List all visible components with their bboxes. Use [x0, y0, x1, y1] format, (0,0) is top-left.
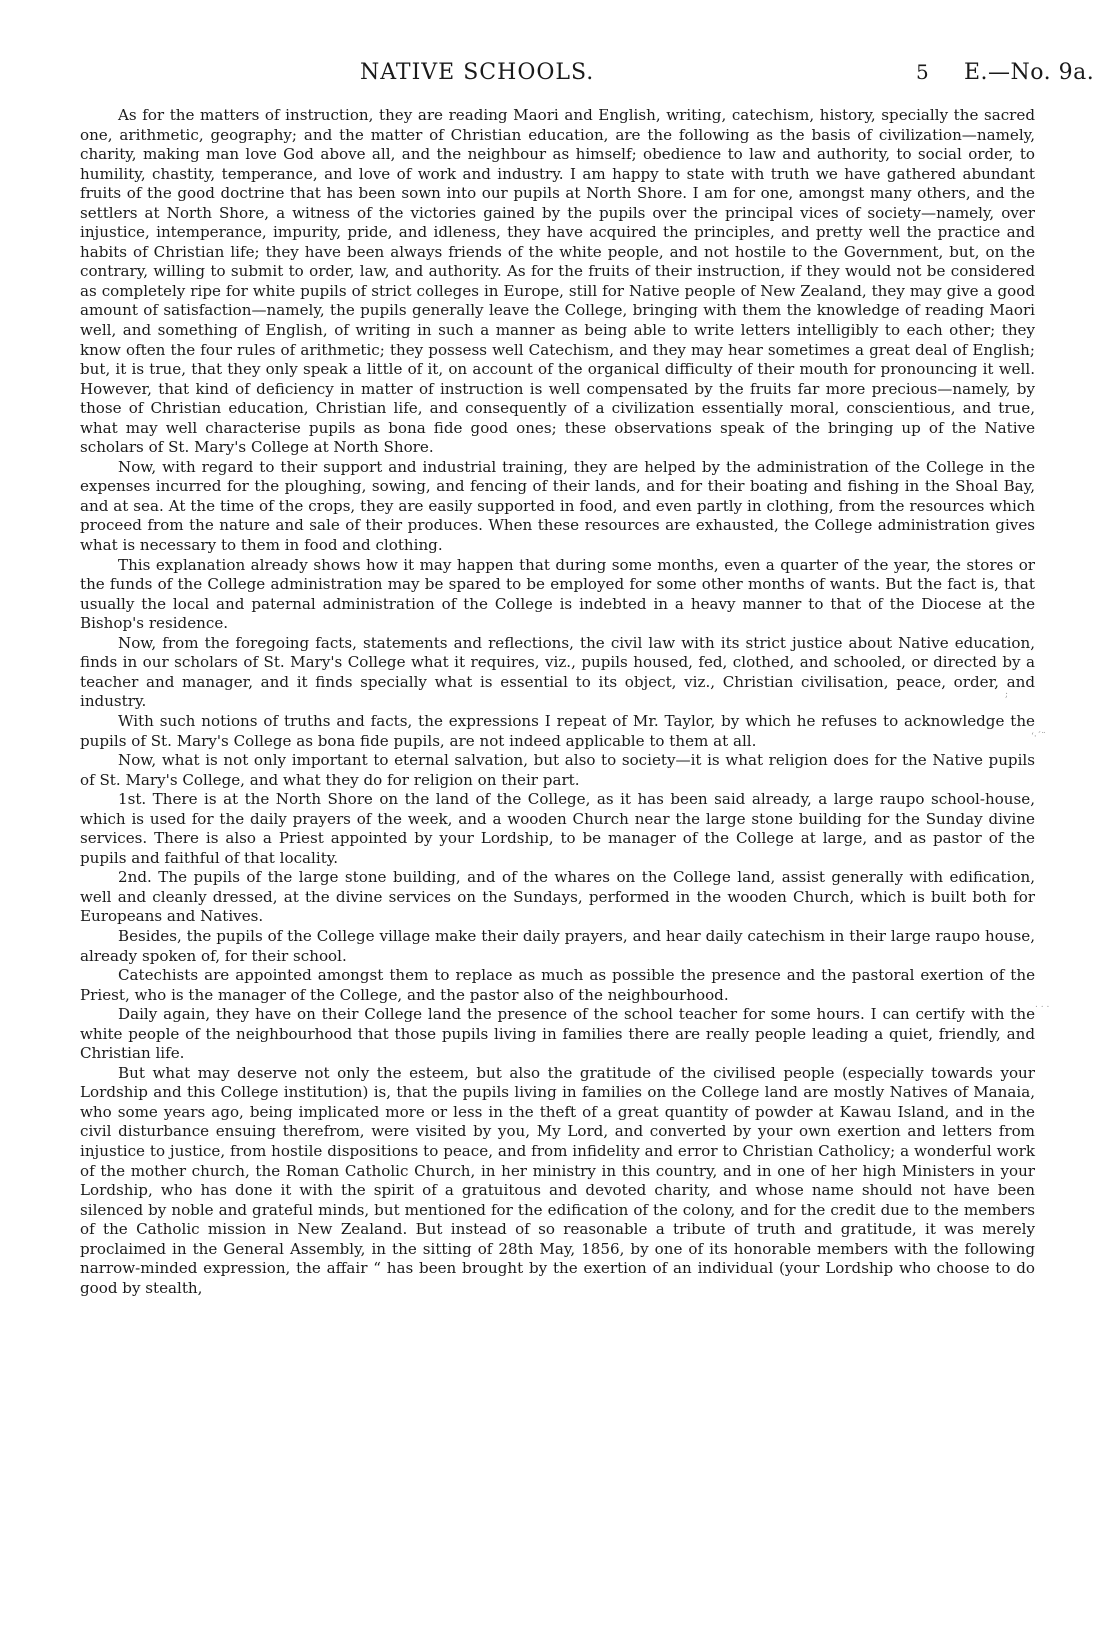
paragraph: Besides, the pupils of the College village make their daily prayers, and hear daily catechism in their large raupo house, already spoken of, for their school. [80, 926, 1035, 965]
page-header [0, 60, 1114, 90]
paragraph: Now, with regard to their support and industrial training, they are helped by the administration of the College in the expenses incurred for the ploughing, sowing, and fencing of their lands, and for their boating and fishing in the Shoal Bay, and at sea. At the time of the crops, they are easily supported in food, and even partly in clothing, from the resources which proceed from the nature and sale of their produces. When these resources are exhausted, the College administration gives what is necessary to them in food and clothing. [80, 457, 1035, 555]
paragraph: This explanation already shows how it may happen that during some months, even a quarter of the year, the stores or the funds of the College administration may be spared to be employed for some other months of wants. But the fact is, that usually the local and paternal administration of the College is indebted in a heavy manner to that of the Diocese at the Bishop's residence. [80, 555, 1035, 633]
paragraph: Now, what is not only important to eternal salvation, but also to society—it is what religion does for the Native pupils of St. Mary's College, and what they do for religion on their part. [80, 751, 1035, 789]
margin-mark: . . . [1035, 1000, 1050, 1010]
margin-mark: ; [1005, 690, 1009, 700]
paragraph: Daily again, they have on their College land the presence of the school teacher for some hours. I can certify with the white people of the neighbourhood that those pupils living in families there are really people leading a quiet, friendly, and Christian life. [80, 1005, 1035, 1063]
paragraph: 1st. There is at the North Shore on the land of the College, as it has been said already, a large raupo school-house, which is used for the daily prayers of the week, and a wooden Church near the large stone building for the Sunday divine services. There is also a Priest appointed by your Lordship, to be manager of the College at large, and as pastor of the pupils and faithful of that locality. [80, 790, 1035, 867]
paragraph: But what may deserve not only the esteem, but also the gratitude of the civilised people (especially towards your Lordship and this College institution) is, that the pupils living in families on the College land are mostly Natives of Manaia, who some years ago, being implicated more or less in the theft of a great quantity of powder at Kawau Island, and in the civil disturbance ensuing therefrom, were visited by you, My Lord, and converted by your own exertion and letters from injustice to justice, from hostile dispositions to peace, and from infidelity and error to Christian Catholicy; a wonderful work of the mother church, the Roman Catholic Church, in her ministry in this country, and in one of her high Ministers in your Lordship, who has done it with the spirit of a gratuitous and devoted charity, and whose name should not have been silenced by noble and grateful minds, but mentioned for the edification of the colony, and for the credit due to the members of the Catholic mission in New Zealand. But instead of so reasonable a tribute of truth and gratitude, it was merely proclaimed in the General Assembly, in the sitting of 28th May, 1856, by one of its honorable members with the following narrow-minded expression, the affair “ has been brought by the exertion of an individual (your Lordship who choose to do good by stealth, [80, 1063, 1035, 1297]
paragraph: With such notions of truths and facts, the expressions I repeat of Mr. Taylor, by which he refuses to acknowledge the pupils of St. Mary's College as bona fide pupils, are not indeed applicable to them at all. [80, 711, 1035, 750]
paragraph: 2nd. The pupils of the large stone building, and of the whares on the College land, assist generally with edification, well and cleanly dressed, at the divine services on the Sundays, performed in the wooden Church, which is built both for Europeans and Natives. [80, 868, 1035, 926]
margin-mark: ‘·´¨ [1031, 732, 1046, 742]
paragraph: As for the matters of instruction, they are reading Maori and English, writing, catechism, history, specially the sacred one, arithmetic, geography; and the matter of Christian education, are the following as the basis of civilization—namely, charity, making man love God above all, and the neighbour as himself; obedience to law and authority, to social order, to humility, chastity, temperance, and love of work and industry. I am happy to state with truth we have gathered abundant fruits of the good doctrine that has been sown into our pupils at North Shore. I am for one, amongst many others, and the settlers at North Shore, a witness of the victories gained by the pupils over the principal vices of society—namely, over injustice, intemperance, impurity, pride, and idleness, they have acquired the principles, and pretty well the practice and habits of Christian life; they have been always friends of the white people, and not hostile to the Government, but, on the contrary, willing to submit to order, law, and authority. As for the fruits of their instruction, if they would not be considered as completely ripe for white pupils of strict colleges in Europe, still for Native people of New Zealand, they may give a good amount of satisfaction—namely, the pupils generally leave the College, bringing with them the knowledge of reading Maori well, and something of English, of writing in such a manner as being able to write letters intelligibly to each other; they know often the four rules of arithmetic; they possess well Catechism, and they may hear sometimes a great deal of English; but, it is true, that they only speak a little of it, on account of the organical difficulty of their mouth for pronouncing it well. However, that kind of deficiency in matter of instruction is well compensated by the fruits far more precious—namely, by those of Christian education, Christian life, and consequently of a civilization essentially moral, conscientious, and true, what may well characterise pupils as bona fide good ones; these observations speak of the bringing up of the Native scholars of St. Mary's College at North Shore. [80, 106, 1035, 457]
page-number: 5 [916, 60, 929, 84]
running-title: NATIVE SCHOOLS. [360, 60, 595, 85]
paragraph: Now, from the foregoing facts, statements and reflections, the civil law with its strict justice about Native education, finds in our scholars of St. Mary's College what it requires, viz., pupils housed, fed, clothed, and schooled, or directed by a teacher and manager, and it finds specially what is essential to its object, viz., Christian civilisation, peace, order, and industry. [80, 633, 1035, 711]
paragraph: Catechists are appointed amongst them to replace as much as possible the presence and the pastoral exertion of the Priest, who is the manager of the College, and the pastor also of the neighbourhood. [80, 966, 1035, 1004]
margin-marks [1005, 0, 1065, 1644]
document-body [80, 106, 1035, 1298]
document-reference: E.—No. 9a. [964, 60, 1095, 85]
